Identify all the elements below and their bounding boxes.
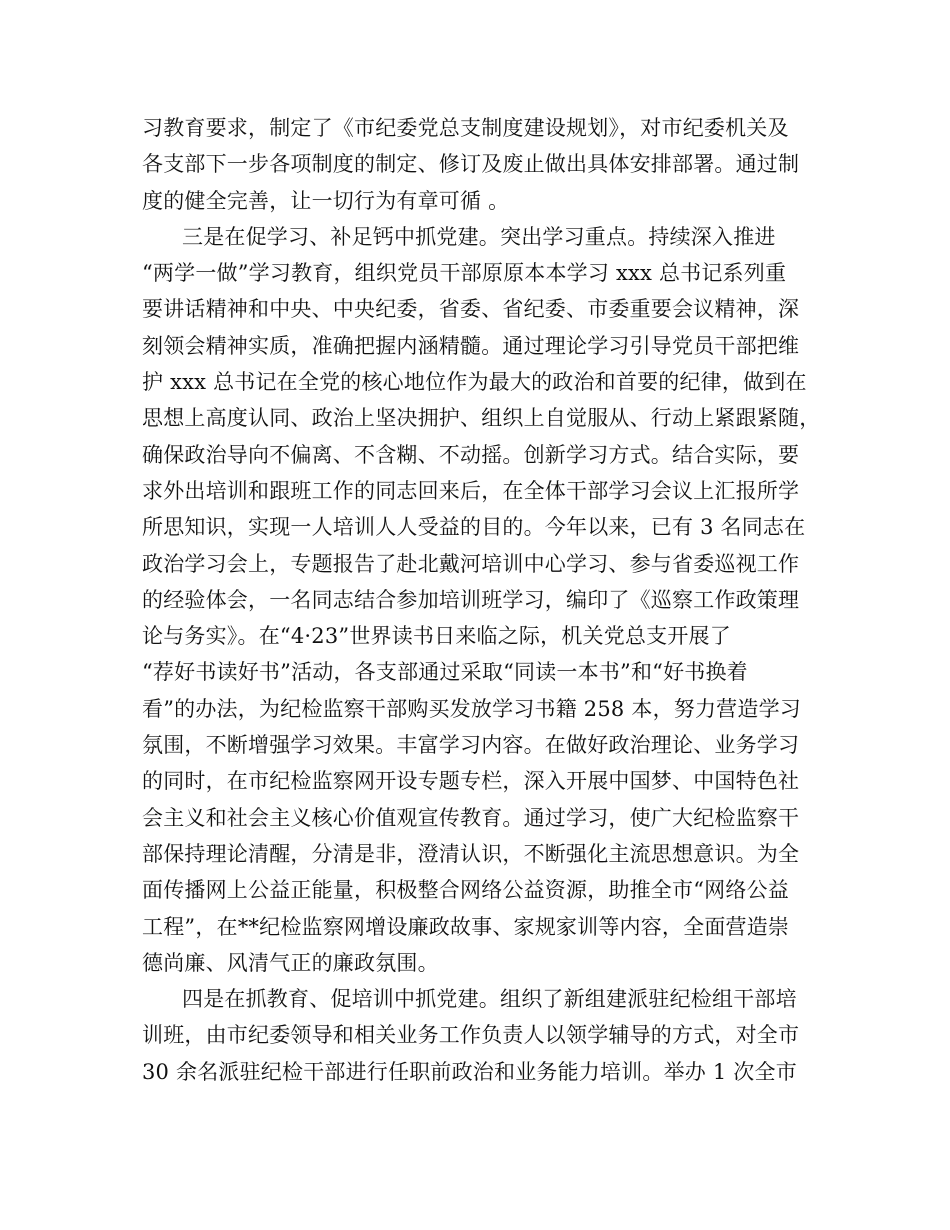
- text-line: 看”的办法，为纪检监察干部购买发放学习书籍 258 本，努力营造学习: [142, 696, 801, 721]
- text-line: 政治学习会上，专题报告了赴北戴河培训中心学习、参与省委巡视工作: [142, 551, 800, 576]
- paragraph-start-line: 三是在促学习、补足钙中抓党建。突出学习重点。持续深入推进: [182, 224, 776, 249]
- text-line: 会主义和社会主义核心价值观宣传教育。通过学习，使广大纪检监察干: [142, 805, 800, 830]
- text-line: 的同时，在市纪检监察网开设专题专栏，深入开展中国梦、中国特色社: [142, 769, 800, 794]
- text-line: 德尚廉、风清气正的廉政氛围。: [142, 950, 439, 975]
- text-line: 所思知识，实现一人培训人人受益的目的。今年以来，已有 3 名同志在: [142, 515, 806, 540]
- text-line: 30 余名派驻纪检干部进行任职前政治和业务能力培训。举办 1 次全市: [142, 1059, 797, 1084]
- text-line: 思想上高度认同、政治上坚决拥护、组织上自觉服从、行动上紧跟紧随，: [142, 406, 821, 431]
- text-line: “荐好书读好书”活动，各支部通过采取“同读一本书”和“好书换着: [142, 660, 748, 685]
- text-line: 的经验体会，一名同志结合参加培训班学习，编印了《巡察工作政策理: [142, 587, 800, 612]
- text-line: 工程”，在**纪检监察网增设廉政故事、家规家训等内容，全面营造崇: [142, 914, 790, 939]
- text-line: 训班，由市纪委领导和相关业务工作负责人以领学辅导的方式，对全市: [142, 1023, 800, 1048]
- text-line: 论与务实》。在“4·23”世界读书日来临之际，机关党总支开展了: [142, 624, 731, 649]
- text-line: 部保持理论清醒，分清是非，澄清认识，不断强化主流思想意识。为全: [142, 841, 800, 866]
- text-line: 求外出培训和跟班工作的同志回来后，在全体干部学习会议上汇报所学: [142, 478, 800, 503]
- text-line: 要讲话精神和中央、中央纪委，省委、省纪委、市委重要会议精神，深: [142, 297, 800, 322]
- text-line: 护 xxx 总书记在全党的核心地位作为最大的政治和首要的纪律，做到在: [142, 370, 807, 395]
- text-line: 刻领会精神实质，准确把握内涵精髓。通过理论学习引导党员干部把维: [142, 333, 800, 358]
- text-line: 习教育要求，制定了《市纪委党总支制度建设规划》，对市纪委机关及: [142, 116, 789, 140]
- text-line: 度的健全完善，让一切行为有章可循 。: [142, 188, 510, 213]
- body-text: [142, 110, 822, 1090]
- text-line: 面传播网上公益正能量，积极整合网络公益资源，助推全市“网络公益: [142, 878, 789, 903]
- text-line: 氛围，不断增强学习效果。丰富学习内容。在做好政治理论、业务学习: [142, 733, 800, 758]
- text-line: “两学一做”学习教育，组织党员干部原原本本学习 xxx 总书记系列重: [142, 261, 787, 286]
- text-line: 确保政治导向不偏离、不含糊、不动摇。创新学习方式。结合实际，要: [142, 442, 800, 467]
- paragraph-start-line: 四是在抓教育、促培训中抓党建。组织了新组建派驻纪检组干部培: [182, 987, 797, 1012]
- text-line: 各支部下一步各项制度的制定、修订及废止做出具体安排部署。通过制: [142, 152, 800, 177]
